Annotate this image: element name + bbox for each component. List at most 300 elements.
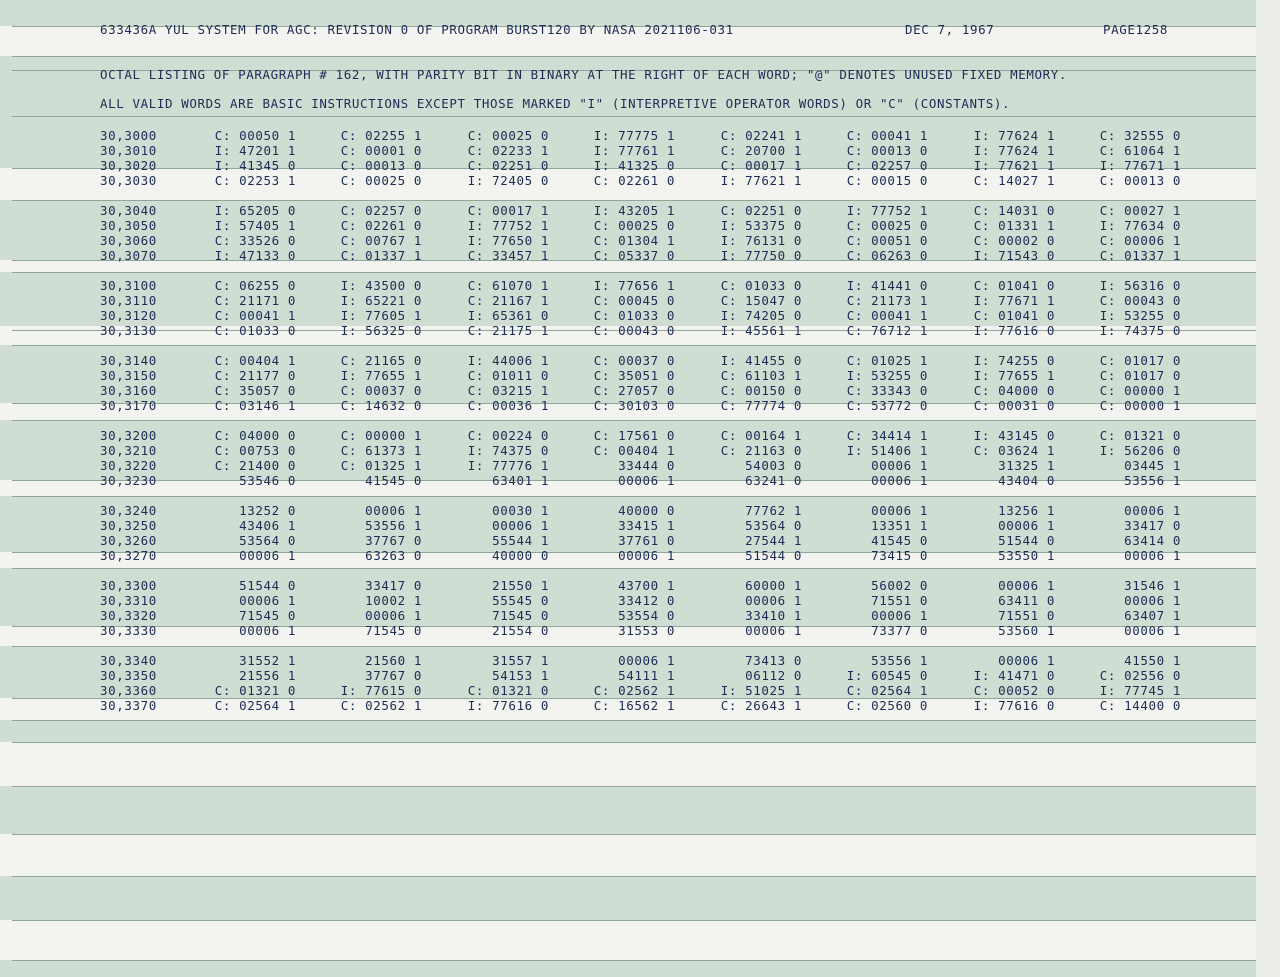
octal-word: I: 51025 1 — [720, 683, 802, 698]
octal-word: 00006 1 — [998, 578, 1055, 593]
octal-word: 53556 1 — [1124, 473, 1181, 488]
octal-word: 63401 1 — [492, 473, 549, 488]
octal-word: 13252 0 — [239, 503, 296, 518]
octal-word: C: 02257 0 — [846, 158, 928, 173]
octal-word: 71551 0 — [871, 593, 928, 608]
octal-word: 00006 1 — [998, 653, 1055, 668]
octal-word: I: 77761 1 — [593, 143, 675, 158]
octal-word: C: 02564 1 — [846, 683, 928, 698]
octal-word: I: 43145 0 — [973, 428, 1055, 443]
address-label: 30,3040 — [100, 203, 157, 218]
octal-word: I: 77624 1 — [973, 143, 1055, 158]
octal-word: 00006 1 — [618, 548, 675, 563]
octal-word: I: 56316 0 — [1099, 278, 1181, 293]
octal-word: C: 00025 0 — [846, 218, 928, 233]
octal-word: C: 00052 0 — [973, 683, 1055, 698]
octal-word: 71551 0 — [998, 608, 1055, 623]
octal-word: C: 30103 0 — [593, 398, 675, 413]
address-label: 30,3140 — [100, 353, 157, 368]
rule-line — [12, 420, 1256, 421]
octal-word: 43700 1 — [618, 578, 675, 593]
address-label: 30,3220 — [100, 458, 157, 473]
octal-word: C: 02556 0 — [1099, 668, 1181, 683]
octal-word: 00006 1 — [871, 473, 928, 488]
octal-word: I: 77671 1 — [973, 293, 1055, 308]
octal-word: 00006 1 — [1124, 593, 1181, 608]
octal-word: 31552 1 — [239, 653, 296, 668]
octal-word: C: 00043 0 — [1099, 293, 1181, 308]
octal-word: C: 21163 0 — [720, 443, 802, 458]
octal-word: 00006 1 — [871, 458, 928, 473]
octal-word: 53546 0 — [239, 473, 296, 488]
octal-word: C: 01337 1 — [340, 248, 422, 263]
octal-word: C: 03215 1 — [467, 383, 549, 398]
address-label: 30,3020 — [100, 158, 157, 173]
octal-word: C: 14400 0 — [1099, 698, 1181, 713]
octal-word: C: 00041 1 — [214, 308, 296, 323]
octal-word: 71545 0 — [239, 608, 296, 623]
address-label: 30,3330 — [100, 623, 157, 638]
octal-word: 40000 0 — [618, 503, 675, 518]
octal-word: 55545 0 — [492, 593, 549, 608]
octal-word: C: 00000 1 — [1099, 383, 1181, 398]
octal-word: C: 03146 1 — [214, 398, 296, 413]
octal-word: I: 77624 1 — [973, 128, 1055, 143]
octal-word: 00006 1 — [618, 653, 675, 668]
octal-word: I: 45561 1 — [720, 323, 802, 338]
octal-word: C: 14027 1 — [973, 173, 1055, 188]
octal-word: C: 03624 1 — [973, 443, 1055, 458]
octal-word: C: 27057 0 — [593, 383, 675, 398]
address-label: 30,3000 — [100, 128, 157, 143]
octal-word: 00006 1 — [239, 548, 296, 563]
octal-word: 63411 0 — [998, 593, 1055, 608]
octal-word: 53556 1 — [365, 518, 422, 533]
octal-word: C: 00017 1 — [720, 158, 802, 173]
octal-word: 73377 0 — [871, 623, 928, 638]
octal-word: C: 32555 0 — [1099, 128, 1181, 143]
octal-word: 13256 1 — [998, 503, 1055, 518]
octal-word: I: 77655 1 — [973, 368, 1055, 383]
octal-word: 54153 1 — [492, 668, 549, 683]
octal-word: C: 02261 0 — [340, 218, 422, 233]
octal-word: 00030 1 — [492, 503, 549, 518]
octal-word: C: 01337 1 — [1099, 248, 1181, 263]
octal-word: 33410 1 — [745, 608, 802, 623]
octal-word: C: 35057 0 — [214, 383, 296, 398]
address-label: 30,3210 — [100, 443, 157, 458]
tractor-feed-strip — [1256, 0, 1280, 977]
octal-word: C: 02253 1 — [214, 173, 296, 188]
octal-word: C: 01041 0 — [973, 278, 1055, 293]
octal-word: C: 00404 1 — [593, 443, 675, 458]
octal-word: C: 02257 0 — [340, 203, 422, 218]
octal-word: C: 33526 0 — [214, 233, 296, 248]
octal-word: I: 77615 0 — [340, 683, 422, 698]
octal-word: C: 00037 0 — [593, 353, 675, 368]
octal-word: I: 65361 0 — [467, 308, 549, 323]
octal-word: 73413 0 — [745, 653, 802, 668]
octal-word: C: 00051 0 — [846, 233, 928, 248]
octal-word: C: 06263 0 — [846, 248, 928, 263]
octal-word: C: 04000 0 — [973, 383, 1055, 398]
octal-word: C: 02562 1 — [593, 683, 675, 698]
octal-word: I: 74375 0 — [1099, 323, 1181, 338]
octal-word: 71545 0 — [492, 608, 549, 623]
address-label: 30,3340 — [100, 653, 157, 668]
address-label: 30,3240 — [100, 503, 157, 518]
octal-word: C: 21177 0 — [214, 368, 296, 383]
octal-word: I: 41345 0 — [214, 158, 296, 173]
green-band — [0, 876, 1256, 920]
octal-word: C: 02251 0 — [467, 158, 549, 173]
rule-line — [12, 720, 1256, 721]
octal-word: 00006 1 — [618, 473, 675, 488]
octal-word: C: 00224 0 — [467, 428, 549, 443]
address-label: 30,3110 — [100, 293, 157, 308]
octal-word: 00006 1 — [239, 593, 296, 608]
rule-line — [12, 568, 1256, 569]
octal-word: 73415 0 — [871, 548, 928, 563]
octal-word: C: 02241 1 — [720, 128, 802, 143]
octal-word: 00006 1 — [239, 623, 296, 638]
octal-word: C: 01325 1 — [340, 458, 422, 473]
octal-word: I: 53375 0 — [720, 218, 802, 233]
octal-word: 06112 0 — [745, 668, 802, 683]
octal-word: C: 53772 0 — [846, 398, 928, 413]
octal-word: 00006 1 — [1124, 548, 1181, 563]
octal-word: 54111 1 — [618, 668, 675, 683]
green-band — [0, 56, 1256, 121]
octal-word: C: 01321 0 — [467, 683, 549, 698]
octal-word: C: 00045 0 — [593, 293, 675, 308]
octal-word: 00006 1 — [998, 518, 1055, 533]
octal-word: I: 74205 0 — [720, 308, 802, 323]
octal-word: 53554 0 — [618, 608, 675, 623]
octal-word: I: 60545 0 — [846, 668, 928, 683]
octal-word: C: 00001 0 — [340, 143, 422, 158]
octal-word: 41545 0 — [365, 473, 422, 488]
octal-word: C: 00013 0 — [340, 158, 422, 173]
octal-word: C: 61373 1 — [340, 443, 422, 458]
octal-word: C: 00043 0 — [593, 323, 675, 338]
octal-word: 31325 1 — [998, 458, 1055, 473]
octal-word: 51544 0 — [239, 578, 296, 593]
octal-word: I: 72405 0 — [467, 173, 549, 188]
rule-line — [12, 496, 1256, 497]
address-label: 30,3010 — [100, 143, 157, 158]
octal-word: 33417 0 — [1124, 518, 1181, 533]
octal-word: C: 00037 0 — [340, 383, 422, 398]
octal-word: I: 65221 0 — [340, 293, 422, 308]
octal-word: I: 47133 0 — [214, 248, 296, 263]
octal-word: C: 14632 0 — [340, 398, 422, 413]
octal-word: 37767 0 — [365, 668, 422, 683]
octal-word: C: 14031 0 — [973, 203, 1055, 218]
address-label: 30,3230 — [100, 473, 157, 488]
octal-word: C: 00041 1 — [846, 128, 928, 143]
octal-word: C: 00164 1 — [720, 428, 802, 443]
octal-word: 37761 0 — [618, 533, 675, 548]
octal-word: C: 61103 1 — [720, 368, 802, 383]
octal-word: C: 00753 0 — [214, 443, 296, 458]
octal-word: C: 16562 1 — [593, 698, 675, 713]
octal-word: C: 00013 0 — [846, 143, 928, 158]
octal-word: C: 00025 0 — [340, 173, 422, 188]
octal-word: 53550 1 — [998, 548, 1055, 563]
octal-word: C: 01033 0 — [720, 278, 802, 293]
octal-word: 21554 0 — [492, 623, 549, 638]
address-label: 30,3250 — [100, 518, 157, 533]
octal-word: 63414 0 — [1124, 533, 1181, 548]
octal-word: C: 00025 0 — [467, 128, 549, 143]
octal-word: I: 77752 1 — [846, 203, 928, 218]
octal-word: I: 77605 1 — [340, 308, 422, 323]
address-label: 30,3130 — [100, 323, 157, 338]
octal-word: 21556 1 — [239, 668, 296, 683]
rule-line — [12, 920, 1256, 921]
octal-word: I: 56206 0 — [1099, 443, 1181, 458]
octal-word: 41550 1 — [1124, 653, 1181, 668]
octal-word: 56002 0 — [871, 578, 928, 593]
octal-word: C: 01304 1 — [593, 233, 675, 248]
octal-word: C: 02562 1 — [340, 698, 422, 713]
octal-word: 60000 1 — [745, 578, 802, 593]
octal-word: 27544 1 — [745, 533, 802, 548]
octal-word: 43406 1 — [239, 518, 296, 533]
octal-word: C: 02255 1 — [340, 128, 422, 143]
octal-word: I: 74255 0 — [973, 353, 1055, 368]
octal-word: 53560 1 — [998, 623, 1055, 638]
rule-line — [12, 345, 1256, 346]
octal-word: 21560 1 — [365, 653, 422, 668]
address-label: 30,3370 — [100, 698, 157, 713]
rule-line — [12, 272, 1256, 273]
octal-word: I: 77656 1 — [593, 278, 675, 293]
address-label: 30,3170 — [100, 398, 157, 413]
octal-word: C: 00017 1 — [467, 203, 549, 218]
octal-word: 00006 1 — [745, 593, 802, 608]
octal-word: 41545 0 — [871, 533, 928, 548]
rule-line — [12, 960, 1256, 961]
octal-word: I: 56325 0 — [340, 323, 422, 338]
octal-word: 13351 1 — [871, 518, 928, 533]
octal-word: C: 15047 0 — [720, 293, 802, 308]
header-date: DEC 7, 1967 — [905, 22, 995, 37]
octal-word: C: 00150 0 — [720, 383, 802, 398]
address-label: 30,3050 — [100, 218, 157, 233]
rule-line — [12, 116, 1256, 117]
octal-word: C: 76712 1 — [846, 323, 928, 338]
octal-word: I: 53255 0 — [1099, 308, 1181, 323]
octal-word: I: 57405 1 — [214, 218, 296, 233]
octal-word: C: 00036 1 — [467, 398, 549, 413]
octal-word: C: 00031 0 — [973, 398, 1055, 413]
header-title: 633436A YUL SYSTEM FOR AGC: REVISION 0 OF PROGRAM BURST120 BY NASA 2021106-031 — [100, 22, 734, 37]
octal-word: I: 77616 0 — [467, 698, 549, 713]
octal-word: I: 41325 0 — [593, 158, 675, 173]
octal-word: C: 02233 1 — [467, 143, 549, 158]
address-label: 30,3060 — [100, 233, 157, 248]
octal-word: 00006 1 — [492, 518, 549, 533]
octal-word: 33444 0 — [618, 458, 675, 473]
octal-word: C: 33457 1 — [467, 248, 549, 263]
octal-word: C: 01033 0 — [593, 308, 675, 323]
octal-word: C: 17561 0 — [593, 428, 675, 443]
octal-word: C: 02560 0 — [846, 698, 928, 713]
address-label: 30,3360 — [100, 683, 157, 698]
octal-word: C: 00025 0 — [593, 218, 675, 233]
header-page: PAGE1258 — [1103, 22, 1169, 37]
octal-word: 77762 1 — [745, 503, 802, 518]
address-label: 30,3150 — [100, 368, 157, 383]
octal-word: C: 33343 0 — [846, 383, 928, 398]
octal-word: C: 35051 0 — [593, 368, 675, 383]
octal-word: C: 01011 0 — [467, 368, 549, 383]
octal-word: I: 65205 0 — [214, 203, 296, 218]
octal-word: I: 47201 1 — [214, 143, 296, 158]
address-label: 30,3310 — [100, 593, 157, 608]
octal-word: 33415 1 — [618, 518, 675, 533]
octal-word: C: 02261 0 — [593, 173, 675, 188]
octal-word: 37767 0 — [365, 533, 422, 548]
octal-word: C: 21400 0 — [214, 458, 296, 473]
octal-word: I: 77671 1 — [1099, 158, 1181, 173]
octal-word: C: 01017 0 — [1099, 368, 1181, 383]
green-band — [0, 960, 1256, 977]
octal-word: 00006 1 — [745, 623, 802, 638]
octal-word: I: 41441 0 — [846, 278, 928, 293]
octal-word: C: 01331 1 — [973, 218, 1055, 233]
address-label: 30,3120 — [100, 308, 157, 323]
octal-word: 55544 1 — [492, 533, 549, 548]
octal-word: 40000 0 — [492, 548, 549, 563]
octal-word: I: 77750 0 — [720, 248, 802, 263]
octal-word: 53564 0 — [745, 518, 802, 533]
octal-word: I: 53255 0 — [846, 368, 928, 383]
octal-word: C: 00006 1 — [1099, 233, 1181, 248]
green-band — [0, 786, 1256, 834]
octal-word: 51544 0 — [998, 533, 1055, 548]
octal-word: 00006 1 — [871, 608, 928, 623]
octal-word: C: 00002 0 — [973, 233, 1055, 248]
octal-word: 53556 1 — [871, 653, 928, 668]
octal-word: C: 00404 1 — [214, 353, 296, 368]
octal-word: I: 43205 1 — [593, 203, 675, 218]
address-label: 30,3270 — [100, 548, 157, 563]
octal-word: C: 01321 0 — [1099, 428, 1181, 443]
octal-word: C: 21175 1 — [467, 323, 549, 338]
address-label: 30,3070 — [100, 248, 157, 263]
octal-word: C: 00041 1 — [846, 308, 928, 323]
octal-word: C: 01033 0 — [214, 323, 296, 338]
octal-word: C: 61070 1 — [467, 278, 549, 293]
octal-word: I: 77634 0 — [1099, 218, 1181, 233]
rule-line — [12, 56, 1256, 57]
octal-word: I: 77616 0 — [973, 698, 1055, 713]
octal-word: C: 21165 0 — [340, 353, 422, 368]
octal-word: 21550 1 — [492, 578, 549, 593]
octal-word: C: 02251 0 — [720, 203, 802, 218]
rule-line — [12, 876, 1256, 877]
octal-word: 31546 1 — [1124, 578, 1181, 593]
octal-word: C: 01041 0 — [973, 308, 1055, 323]
octal-word: I: 77616 0 — [973, 323, 1055, 338]
octal-word: C: 34414 1 — [846, 428, 928, 443]
octal-word: C: 00027 1 — [1099, 203, 1181, 218]
address-label: 30,3320 — [100, 608, 157, 623]
octal-word: 03445 1 — [1124, 458, 1181, 473]
octal-word: C: 05337 0 — [593, 248, 675, 263]
octal-word: I: 77776 1 — [467, 458, 549, 473]
octal-word: I: 77745 1 — [1099, 683, 1181, 698]
address-label: 30,3100 — [100, 278, 157, 293]
octal-word: C: 00015 0 — [846, 173, 928, 188]
octal-word: I: 77621 1 — [720, 173, 802, 188]
octal-word: 10002 1 — [365, 593, 422, 608]
octal-word: 31557 1 — [492, 653, 549, 668]
octal-word: 63407 1 — [1124, 608, 1181, 623]
octal-word: 31553 0 — [618, 623, 675, 638]
octal-word: 33412 0 — [618, 593, 675, 608]
octal-word: 00006 1 — [365, 608, 422, 623]
octal-word: 63241 0 — [745, 473, 802, 488]
octal-word: 00006 1 — [1124, 623, 1181, 638]
octal-word: C: 00000 1 — [340, 428, 422, 443]
octal-word: I: 74375 0 — [467, 443, 549, 458]
octal-word: 63263 0 — [365, 548, 422, 563]
rule-line — [12, 834, 1256, 835]
description-line-1: OCTAL LISTING OF PARAGRAPH # 162, WITH PARITY BIT IN BINARY AT THE RIGHT OF EACH WORD; "@" DENOTES UNUSED FIXED MEMORY. — [100, 67, 1067, 82]
octal-word: C: 01025 1 — [846, 353, 928, 368]
octal-word: I: 77775 1 — [593, 128, 675, 143]
octal-word: C: 21167 1 — [467, 293, 549, 308]
address-label: 30,3030 — [100, 173, 157, 188]
octal-word: 54003 0 — [745, 458, 802, 473]
octal-word: I: 76131 0 — [720, 233, 802, 248]
octal-word: I: 77621 1 — [973, 158, 1055, 173]
octal-word: C: 26643 1 — [720, 698, 802, 713]
octal-word: C: 04000 0 — [214, 428, 296, 443]
octal-word: 51544 0 — [745, 548, 802, 563]
octal-word: I: 77752 1 — [467, 218, 549, 233]
rule-line — [12, 646, 1256, 647]
description-line-2: ALL VALID WORDS ARE BASIC INSTRUCTIONS EXCEPT THOSE MARKED "I" (INTERPRETIVE OPERATOR WORDS) OR "C" (CONSTANTS). — [100, 96, 1011, 111]
octal-word: I: 41471 0 — [973, 668, 1055, 683]
rule-line — [12, 786, 1256, 787]
octal-word: C: 06255 0 — [214, 278, 296, 293]
octal-word: C: 00000 1 — [1099, 398, 1181, 413]
octal-word: 33417 0 — [365, 578, 422, 593]
octal-word: 53564 0 — [239, 533, 296, 548]
octal-word: C: 20700 1 — [720, 143, 802, 158]
rule-line — [12, 200, 1256, 201]
octal-word: 00006 1 — [365, 503, 422, 518]
octal-word: 43404 0 — [998, 473, 1055, 488]
octal-word: C: 01017 0 — [1099, 353, 1181, 368]
octal-word: I: 43500 0 — [340, 278, 422, 293]
octal-word: C: 77774 0 — [720, 398, 802, 413]
address-label: 30,3200 — [100, 428, 157, 443]
address-label: 30,3160 — [100, 383, 157, 398]
octal-word: I: 71543 0 — [973, 248, 1055, 263]
address-label: 30,3350 — [100, 668, 157, 683]
octal-word: C: 21171 0 — [214, 293, 296, 308]
octal-word: C: 00050 1 — [214, 128, 296, 143]
address-label: 30,3300 — [100, 578, 157, 593]
green-band — [0, 720, 1256, 742]
octal-word: C: 00767 1 — [340, 233, 422, 248]
